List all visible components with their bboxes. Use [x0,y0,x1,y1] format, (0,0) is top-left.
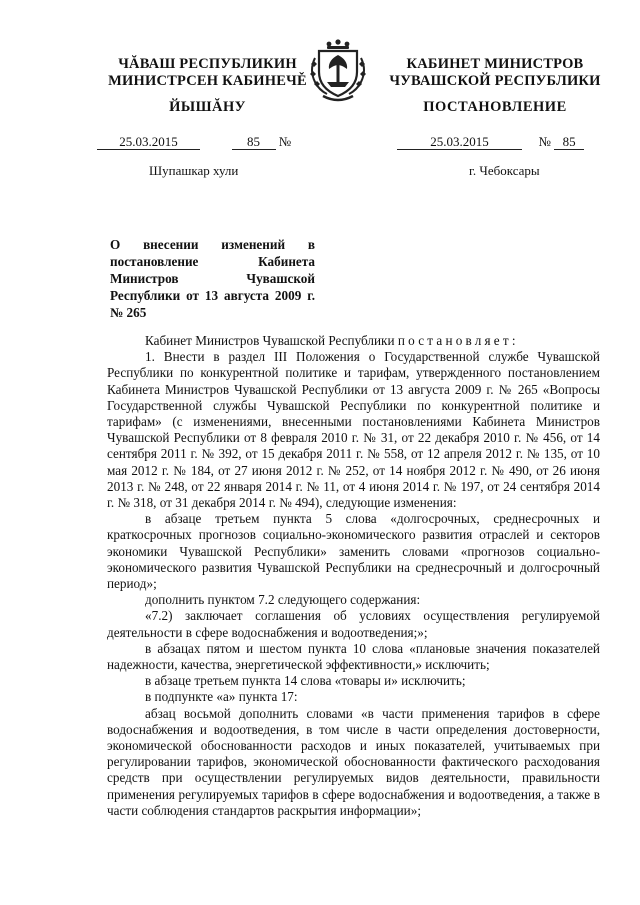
header-right-line2: ЧУВАШСКОЙ РЕСПУБЛИКИ [389,73,601,89]
body-paragraph: в абзацах пятом и шестом пункта 10 слова «плановые значения показателей надежности, качества, энергетической эффективности,» исключить; [107,640,600,673]
header-left [100,56,315,90]
header-right-line1: КАБИНЕТ МИНИСТРОВ [406,56,584,72]
body-paragraph: абзац восьмой дополнить словами «в части применения тарифов в сфере водоснабжения и водоотведения, в том числе в части определения достоверности, экономической обоснованности расходов и иных показателей, учитываемых при регулировании тарифов, экономической обоснованности фактического расходования средств при осуществлении регулируемых видов деятельности, правильности применения регулируемых тарифов в сфере водоснабжения и водоотведения, а также в части соблюдения стандартов раскрытия информации»; [107,705,600,818]
document-body [107,333,600,819]
body-paragraph: дополнить пунктом 7.2 следующего содержания: [145,592,421,608]
doc-type-right: ПОСТАНОВЛЕНИЕ [423,99,567,115]
right-number-sign: № [538,134,551,149]
body-paragraph: 1. Внести в раздел III Положения о Государственной службе Чувашской Республики по конкурентной политике и тарифам, утвержденного постановлением Кабинета Министров Чувашской Республики от 13 августа 2009 г. № 265 «Вопросы Государственной службы Чувашской Республики по конкурентной политике и тарифам» (с изменениями, внесенными постановлениями Кабинета Министров Чувашской Республики от 8 февраля 2010 г. № 31, от 22 декабря 2010 г. № 456, от 14 сентября 2011 г. № 392, от 15 декабря 2011 г. № 558, от 12 апреля 2012 г. № 135, от 10 мая 2012 г. № 184, от 27 июня 2012 г. № 252, от 14 ноября 2012 г. № 490, от 26 июня 2013 г. № 248, от 22 января 2014 г. № 11, от 4 июня 2014 г. № 197, от 24 сентября 2014 г. № 318, от 31 декабря 2014 г. № 494), следующие изменения: [107,349,600,511]
left-city: Шупашкар хули [149,163,239,178]
header-right [380,56,610,90]
right-city: г. Чебоксары [469,163,540,178]
left-number: 85 [232,134,276,150]
body-paragraph: в подпункте «а» пункта 17: [145,689,298,705]
coat-of-arms-icon [305,38,371,104]
body-intro: Кабинет Министров Чувашской Республики постановляет: [145,333,516,348]
header-left-line1: ЧĂВАШ РЕСПУБЛИКИН [118,56,297,72]
right-date-number [397,134,584,150]
body-paragraph: в абзаце третьем пункта 14 слова «товары и» исключить; [145,673,466,689]
doc-type-left: ЙЫШĂНУ [169,99,246,115]
right-number: 85 [554,134,584,150]
body-intro-verb: постановляет [397,333,512,348]
right-date: 25.03.2015 [397,134,522,150]
body-paragraph: «7.2) заключает соглашения об условиях осуществления регулируемой деятельности в сфере водоснабжения и водоотведения;»; [107,608,600,640]
document-subject: О внесении изменений в постановление Кабинета Министров Чувашской Республики от 13 августа 2009 г. № 265 [110,237,315,320]
left-date-number [97,134,291,150]
header-left-line2: МИНИСТРСЕН КАБИНЕЧĚ [108,73,307,89]
left-date: 25.03.2015 [97,134,200,150]
body-paragraph: в абзаце третьем пункта 5 слова «долгосрочных, среднесрочных и краткосрочных прогнозов социально-экономического развития отраслей и секторов экономики Чувашской Республики» заменить словами «прогнозов социально-экономического развития Чувашской Республики на среднесрочный и долгосрочный период»; [107,511,600,592]
left-number-sign: № [278,134,292,149]
